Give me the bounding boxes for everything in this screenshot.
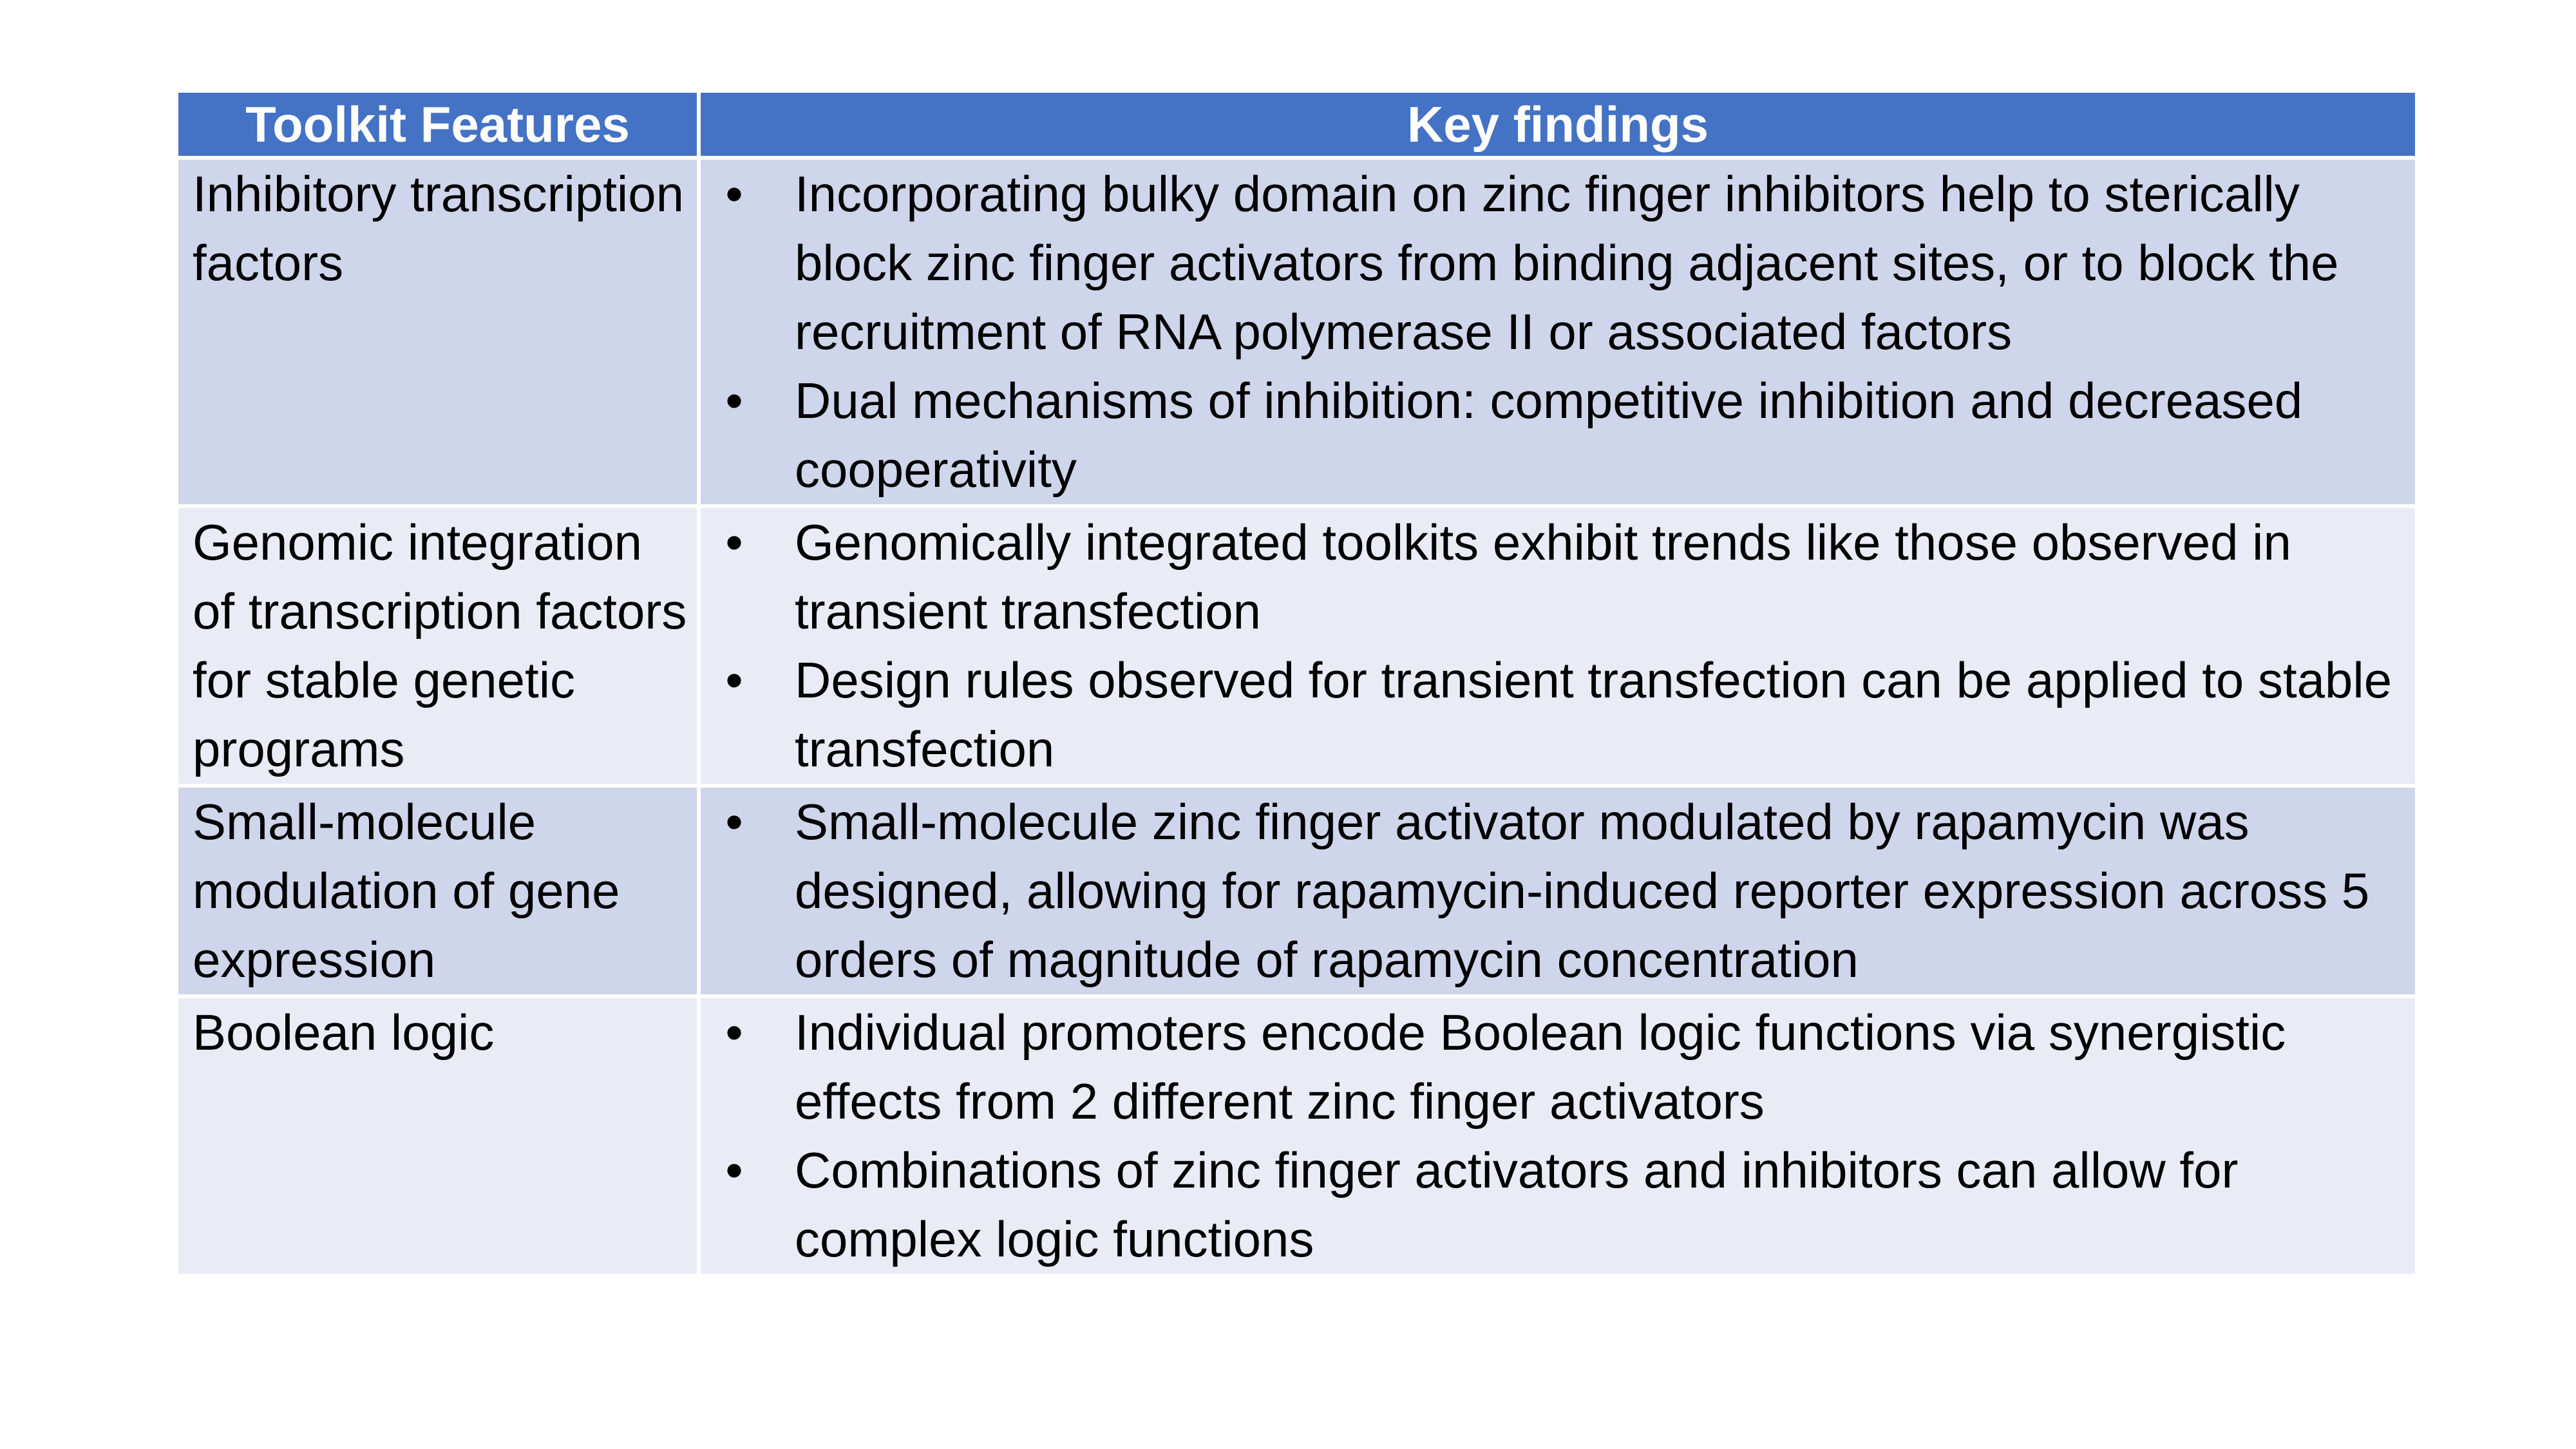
- findings-cell: [699, 786, 2415, 996]
- finding-text: Genomically integrated toolkits exhibit trends like those observed in transient transfection: [795, 514, 2291, 639]
- findings-list: [701, 998, 2415, 1274]
- feature-cell: Small-molecule modulation of gene expression: [178, 786, 699, 996]
- bullet-icon: •: [725, 372, 743, 429]
- list-item: [701, 788, 2415, 994]
- bullet-icon: •: [725, 1142, 743, 1198]
- finding-text: Individual promoters encode Boolean logic functions via synergistic effects from 2 different zinc finger activators: [795, 1004, 2286, 1130]
- findings-cell: [699, 996, 2415, 1276]
- feature-cell: Inhibitory transcription factors: [178, 158, 699, 506]
- table-row: [178, 786, 2415, 996]
- finding-text: Design rules observed for transient transfection can be applied to stable transfection: [795, 652, 2392, 777]
- table-row: [178, 506, 2415, 786]
- list-item: [701, 366, 2415, 504]
- bullet-icon: •: [725, 166, 743, 222]
- list-item: [701, 1136, 2415, 1274]
- bullet-icon: •: [725, 1004, 743, 1061]
- finding-text: Combinations of zinc finger activators and inhibitors can allow for complex logic functions: [795, 1142, 2239, 1267]
- findings-cell: [699, 506, 2415, 786]
- table-row: [178, 158, 2415, 506]
- bullet-icon: •: [725, 793, 743, 850]
- list-item: [701, 508, 2415, 646]
- table-header-row: [178, 93, 2415, 158]
- findings-list: [701, 160, 2415, 504]
- bullet-icon: •: [725, 652, 743, 708]
- table-row: [178, 996, 2415, 1276]
- list-item: [701, 998, 2415, 1136]
- finding-text: Incorporating bulky domain on zinc finger inhibitors help to sterically block zinc finger activators from binding adjacent sites, or to block the recruitment of RNA polymerase II or associated factors: [795, 166, 2339, 360]
- column-header-key-findings: Key findings: [699, 93, 2415, 158]
- findings-list: [701, 788, 2415, 994]
- finding-text: Dual mechanisms of inhibition: competitive inhibition and decreased cooperativity: [795, 372, 2303, 498]
- findings-table: [178, 93, 2415, 1278]
- finding-text: Small-molecule zinc finger activator modulated by rapamycin was designed, allowing for rapamycin-induced reporter expression across 5 orders of magnitude of rapamycin concentration: [795, 793, 2370, 988]
- list-item: [701, 160, 2415, 366]
- list-item: [701, 646, 2415, 784]
- findings-table-container: [178, 93, 2415, 1278]
- column-header-toolkit-features: Toolkit Features: [178, 93, 699, 158]
- findings-list: [701, 508, 2415, 784]
- feature-cell: Genomic integration of transcription factors for stable genetic programs: [178, 506, 699, 786]
- feature-cell: Boolean logic: [178, 996, 699, 1276]
- bullet-icon: •: [725, 514, 743, 571]
- findings-cell: [699, 158, 2415, 506]
